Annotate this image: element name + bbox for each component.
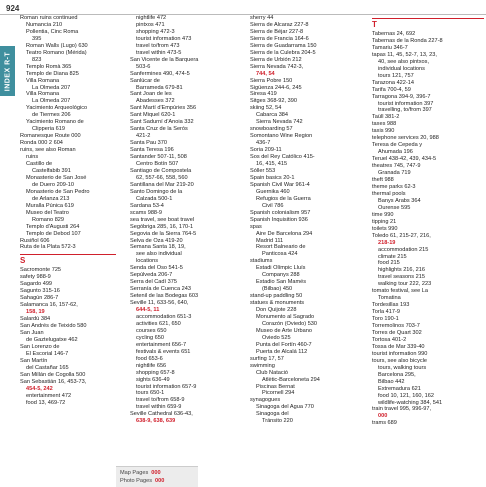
- index-subentry: Castelfabib 391: [32, 167, 71, 174]
- index-subentry: courses 650: [136, 327, 167, 334]
- index-subentry: Puerta de Alcalá 112: [256, 348, 308, 355]
- index-entry: Santander 507-11, 508: [130, 154, 187, 161]
- index-subentry: cycling 650: [136, 334, 164, 341]
- index-subentry: highlights 216, 216: [378, 267, 425, 274]
- index-subentry: travel to/from 473: [136, 42, 180, 49]
- index-entry: Taüll 381-2: [372, 114, 400, 121]
- index-entry: Sierra de Alcaraz 227-8: [250, 21, 309, 28]
- index-entry: San Martín: [20, 357, 48, 364]
- index-subentry: ruins: [26, 154, 39, 161]
- index-subentry: locations: [136, 258, 159, 265]
- index-subentry: tours 121, 757: [378, 72, 414, 79]
- index-entry: stadiums: [250, 258, 273, 265]
- index-entry: Sóller 553: [250, 167, 276, 174]
- index-entry: stand-up paddling 50: [250, 293, 303, 300]
- index-subentry: Abadesses 372: [136, 98, 175, 105]
- index-entry: Tarazona 422-14: [372, 79, 414, 86]
- index-subentry: Cabarca 384: [256, 112, 289, 119]
- index-column-4: [372, 15, 484, 427]
- index-subentry: Calzada 500-1: [136, 195, 173, 202]
- index-subentry: Tránsito 220: [262, 418, 293, 425]
- index-entry: Torla 417-9: [372, 309, 400, 316]
- index-subentry: Monumento al Sagrado: [256, 313, 315, 320]
- index-entry: San Millán de Cogolla 500: [20, 371, 86, 378]
- index-subentry: Atlètic-Barceloneta 294: [262, 376, 320, 383]
- index-subentry: Villa Romana: [26, 77, 60, 84]
- page-legend-box: [116, 466, 198, 487]
- index-entry: Sierra de la Culebra 204-5: [250, 49, 316, 56]
- index-entry: Sant Sadurní d'Anoia 332: [130, 119, 194, 126]
- index-subentry: travel seasons 215: [378, 274, 425, 281]
- index-subentry: Museo del Teatro: [26, 209, 69, 216]
- index-subentry: shopping 472-3: [136, 28, 175, 35]
- index-column-1: [20, 15, 116, 406]
- index-subentry: Templo de Debod 107: [26, 230, 81, 237]
- index-subentry: 158, 19: [26, 309, 45, 316]
- index-subentry: food 13, 469-72: [26, 399, 66, 406]
- index-entry: Siresa 419: [250, 91, 277, 98]
- index-subentry: tours 650-1: [136, 390, 165, 397]
- index-column-2: [130, 15, 235, 425]
- index-entry: Spanish Civil War 961-4: [250, 181, 310, 188]
- index-subentry: accommodation 215: [378, 246, 429, 253]
- index-entry: Senda del Oso 541-5: [130, 265, 183, 272]
- index-entry: taxes 988: [372, 121, 397, 128]
- index-subentry: travel within 659-9: [136, 404, 182, 411]
- index-entry: scams 988-9: [130, 209, 163, 216]
- index-subentry: El Escorial 146-7: [26, 350, 69, 357]
- index-side-tab-label-wrap: [0, 46, 15, 96]
- index-entry: Sant Joan de les: [130, 91, 172, 98]
- index-entry: Tossa de Mar 339-40: [372, 343, 425, 350]
- page-number: 924: [6, 4, 20, 13]
- index-entry: skiing 52, 54: [250, 105, 282, 112]
- index-subentry: 16, 415, 415: [256, 161, 288, 168]
- index-subentry: Clipperia 619: [32, 126, 65, 133]
- photo-pages-value: 000: [155, 478, 165, 484]
- index-subentry: Monasterio de San Pedro: [26, 188, 90, 195]
- index-entry: Spanish colonialism 957: [250, 209, 311, 216]
- index-entry: Sierra de Béjar 227-8: [250, 28, 304, 35]
- index-entry: Spanish Inquisition 936: [250, 216, 308, 223]
- index-subentry: Muralla Púnica 619: [26, 202, 74, 209]
- index-entry: theft 988: [372, 177, 394, 184]
- index-subentry: shopping 657-8: [136, 369, 175, 376]
- index-entry: theme parks 62-3: [372, 183, 416, 190]
- index-subentry: (Bilbao) 450: [262, 286, 293, 293]
- index-entry: Sos del Rey Católico 415-: [250, 154, 315, 161]
- index-subentry: Don Quijote 228: [256, 307, 297, 314]
- index-subentry: Roman Walls (Lugo) 630: [26, 42, 88, 49]
- index-subentry: Sinagoga del Agua 770: [256, 404, 314, 411]
- index-subentry: activities 621, 650: [136, 320, 181, 327]
- index-subentry: Resort Balneario de: [256, 244, 306, 251]
- index-subentry: 823: [32, 56, 42, 63]
- index-subentry: travelling, to/from 397: [378, 107, 432, 114]
- index-subentry: Barrameda 679-81: [136, 84, 183, 91]
- index-subentry: festivals & events 651: [136, 348, 191, 355]
- index-entry: Tabernas 24, 692: [372, 31, 416, 37]
- index-subentry: Yacimiento Romano de: [26, 119, 84, 126]
- index-subentry: del Castañar 165: [26, 364, 69, 371]
- index-entry: synagogues: [250, 397, 281, 404]
- index-entry: statues & monuments: [250, 300, 305, 307]
- index-subentry: Barcelona 295,: [378, 371, 416, 378]
- index-entry: time 990: [372, 211, 394, 218]
- index-entry: Torremolinos 703-7: [372, 323, 420, 330]
- index-subentry: 436-7: [256, 140, 271, 147]
- index-entry: Roman ruins continued: [20, 15, 78, 21]
- index-subentry: Club Natació: [256, 369, 289, 376]
- index-subentry: Sierra Nevada 742: [256, 119, 303, 126]
- index-entry: Seville 11, 633-56, 640,: [130, 300, 189, 307]
- index-subentry: Extremadura 621: [378, 385, 421, 392]
- index-subentry: La Olmeda 207: [32, 84, 71, 91]
- index-entry: Sierra de Urbión 212: [250, 56, 302, 63]
- index-subentry: Corazón (Oviedo) 530: [262, 320, 318, 327]
- index-entry: Romanesque Route 000: [20, 133, 81, 140]
- index-entry: tapas 11, 45, 52-7, 13, 23,: [372, 51, 437, 58]
- index-subentry: Templo Romà 365: [26, 63, 72, 70]
- index-subentry: 000: [378, 413, 388, 420]
- index-subentry: Ourense 595: [378, 204, 411, 211]
- index-entry: ruins, see also Roman: [20, 147, 76, 154]
- index-subentry: 421-2: [136, 133, 151, 140]
- index-entry: Salardú 384: [20, 316, 51, 323]
- index-subentry: accommodation 651-3: [136, 313, 192, 320]
- index-entry: San Sebastián 16, 453-73,: [20, 378, 87, 385]
- index-entry: Sant Martí d'Empúries 356: [130, 105, 197, 112]
- index-entry: Tarragona 394-9, 396-7: [372, 93, 431, 100]
- index-entry: Sanfermines 490, 474-5: [130, 70, 190, 77]
- index-subentry: Pollentia, Cinc Roma: [26, 28, 79, 35]
- index-entry: Tortosa 401-2: [372, 336, 407, 343]
- index-subentry: tourist information 473: [136, 35, 192, 42]
- index-entry: sea travel, see boat travel: [130, 216, 195, 223]
- index-entry: tomato festival, see La: [372, 288, 428, 295]
- index-subentry: Bilbao 442: [378, 378, 405, 385]
- index-entry: Santo Domingo de la: [130, 188, 183, 195]
- index-subentry: nightlife 472: [136, 15, 167, 21]
- letter-divider: [20, 254, 116, 255]
- index-subentry: food 653-6: [136, 355, 163, 362]
- index-entry: Salamanca 16, 157-62,: [20, 302, 78, 309]
- index-subentry: Yacimiento Arqueológico: [26, 105, 88, 112]
- index-subentry: Templo de Diana 825: [26, 70, 79, 77]
- index-subentry: de Gaztelugatxe 462: [26, 336, 78, 343]
- index-entry: telephone services 20, 988: [372, 135, 439, 142]
- map-pages-legend: [120, 470, 161, 476]
- index-entry: surfing 17, 57: [250, 355, 284, 362]
- index-entry: theatres 745, 747-9: [372, 163, 421, 170]
- index-subentry: Companys 288: [262, 272, 300, 279]
- index-subentry: travel within 473-5: [136, 49, 182, 56]
- index-subentry: Punta del Fortín 460-7: [256, 341, 312, 348]
- index-subentry: 395: [32, 35, 42, 42]
- index-subentry: Piscinas Bernat: [256, 383, 295, 390]
- index-entry: Torres de Quart 302: [372, 329, 422, 336]
- index-subentry: individual locations: [378, 65, 425, 72]
- index-entry: Toledo 61, 215-27, 216,: [372, 232, 431, 239]
- index-subentry: de Duero 209-10: [32, 181, 74, 188]
- index-entry: snowboarding 57: [250, 126, 293, 133]
- index-entry: Tarifa 700-4, 59: [372, 86, 411, 93]
- index-entry: Selva de Oza 419-20: [130, 237, 183, 244]
- index-subentry: Guernika 460: [256, 188, 290, 195]
- index-entry: Sanlúcar de: [130, 77, 160, 84]
- index-entry: train travel 995, 996-97,: [372, 406, 432, 413]
- index-subentry: Granada 719: [378, 170, 411, 177]
- index-subentry: entertainment 656-7: [136, 341, 187, 348]
- index-entry: Spain basics 20-1: [250, 174, 295, 181]
- index-subentry: nightlife 656: [136, 362, 167, 369]
- index-entry: safety 988-9: [20, 274, 51, 281]
- index-subentry: 638-9, 638, 639: [136, 418, 176, 425]
- index-subentry: tours, walking tours: [378, 364, 427, 371]
- index-subentry: de Arlanza 213: [32, 195, 70, 202]
- index-entry: Santa Cruz de la Serós: [130, 126, 188, 133]
- index-subentry: 644-5, 11: [136, 307, 160, 314]
- index-entry: Tabernas de la Ronda 227-8: [372, 37, 443, 44]
- index-entry: Setenil de las Bodegas 603: [130, 293, 199, 300]
- index-subentry: Castillo de: [26, 161, 53, 168]
- index-entry: Semana Santa 18, 19,: [130, 244, 186, 251]
- index-entry: taxis 990: [372, 128, 395, 135]
- index-subentry: food 10, 121, 160, 162: [378, 392, 434, 399]
- index-entry: Sierra de Francia 164-6: [250, 35, 309, 42]
- index-subentry: 40, see also pintxos,: [378, 58, 429, 65]
- index-column-3: [250, 15, 360, 425]
- index-subentry: climate 215: [378, 253, 407, 260]
- index-entry: trams 689: [372, 420, 397, 427]
- index-entry: Sardana 53-4: [130, 202, 164, 209]
- index-letter-heading: T: [372, 20, 377, 29]
- index-subentry: walking tour 222, 223: [378, 281, 432, 288]
- index-entry: toilets 990: [372, 225, 398, 232]
- index-entry: Sepúlveda 206-7: [130, 272, 173, 279]
- photo-pages-label: Photo Pages: [120, 478, 153, 484]
- index-subentry: de Tiermes 206: [32, 112, 71, 119]
- index-entry: Santiago de Compostela: [130, 167, 192, 174]
- index-subentry: 62, 557-66, 558, 560: [136, 174, 188, 181]
- index-entry: tipping 21: [372, 218, 397, 225]
- index-subentry: 744, 54: [256, 70, 275, 77]
- index-subentry: food 215: [378, 260, 400, 267]
- index-subentry: Numancia 210: [26, 21, 63, 28]
- index-subentry: Civil 786: [262, 202, 284, 209]
- index-subentry: Villa Romana: [26, 91, 60, 98]
- index-entry: Santa Teresa 196: [130, 147, 174, 154]
- index-subentry: 454-5, 242: [26, 385, 53, 392]
- letter-divider: [372, 18, 484, 19]
- index-subentry: Madrid 111: [256, 237, 284, 244]
- index-entry: Segovia de la Sierra 764-5: [130, 230, 197, 237]
- index-subentry: 218-19: [378, 239, 396, 246]
- index-entry: Ronda 000 2 604: [20, 140, 63, 147]
- index-entry: Tamariu 346-7: [372, 44, 408, 51]
- index-entry: San Juan: [20, 329, 44, 336]
- index-subentry: Romano 829: [32, 216, 65, 223]
- index-entry: tours, see also bicycle: [372, 357, 428, 364]
- index-entry: Sierra Pobre 150: [250, 77, 293, 84]
- index-subentry: Banys Àrabs 364: [378, 197, 421, 204]
- index-entry: Segóbriga 285, 16, 170-1: [130, 223, 194, 230]
- index-entry: Serranía de Cuenca 243: [130, 286, 191, 293]
- index-entry: Santa Pau 370: [130, 140, 168, 147]
- index-entry: Sahagún 286-7: [20, 295, 59, 302]
- index-entry: Toro 190-1: [372, 316, 399, 323]
- index-entry: Sigüenza 244-6, 245: [250, 84, 302, 91]
- index-entry: Teruel 438-42, 439, 434-5: [372, 156, 437, 163]
- index-subentry: wildlife-watching 384, 541: [378, 399, 443, 406]
- index-entry: Somontano Wine Region: [250, 133, 313, 140]
- index-entry: swimming: [250, 362, 275, 369]
- index-subentry: Museo de Arte Urbano: [256, 327, 312, 334]
- index-entry: Teresa de Cepeda y: [372, 142, 423, 149]
- index-letter-heading: S: [20, 256, 26, 266]
- index-subentry: Aire De Barcelona 294: [256, 230, 313, 237]
- index-subentry: La Olmeda 207: [32, 98, 71, 105]
- index-subentry: Monasterio de San José: [26, 174, 87, 181]
- index-entry: thermal pools: [372, 190, 406, 197]
- index-subentry: Picornell 294: [262, 390, 295, 397]
- index-entry: San Vicente de la Barquera: [130, 56, 199, 63]
- index-entry: Seville Cathedral 636-43,: [130, 411, 193, 418]
- map-pages-value: 000: [151, 470, 161, 476]
- index-entry: Ruta de la Plata 572-3: [20, 244, 76, 251]
- index-subentry: Templo d'Augusti 264: [26, 223, 80, 230]
- photo-pages-legend: [120, 478, 164, 484]
- index-subentry: pintxos 471: [136, 21, 165, 28]
- index-subentry: tourist information 657-9: [136, 383, 197, 390]
- index-entry: Sacromonte 725: [20, 267, 62, 274]
- index-subentry: 503-6: [136, 63, 151, 70]
- index-subentry: Oviedo 525: [262, 334, 291, 341]
- index-entry: Sagunto 315-16: [20, 288, 60, 295]
- index-entry: Rusiñol 606: [20, 237, 50, 244]
- index-subentry: Centro Botín 507: [136, 161, 179, 168]
- index-subentry: entertainment 472: [26, 392, 72, 399]
- index-entry: Tordesillas 193: [372, 302, 410, 309]
- index-entry: Sierra de Guadarrama 150: [250, 42, 317, 49]
- map-pages-label: Map Pages: [120, 470, 149, 476]
- index-entry: spas: [250, 223, 262, 230]
- index-entry: tourist information 990: [372, 350, 428, 357]
- index-subentry: Refugios de la Guerra: [256, 195, 311, 202]
- index-subentry: sights 636-49: [136, 376, 170, 383]
- index-subentry: Estadio San Mamés: [256, 279, 307, 286]
- index-entry: sherry 44: [250, 15, 274, 21]
- index-subentry: see also individual: [136, 251, 182, 258]
- index-subentry: Panticosa 424: [262, 251, 298, 258]
- index-subentry: Estadi Olímpic Lluís: [256, 265, 306, 272]
- index-subentry: tourist information 397: [378, 100, 434, 107]
- index-entry: Serra del Cadí 375: [130, 279, 177, 286]
- index-side-tab-label: INDEX R-T: [4, 51, 11, 91]
- index-entry: Soria 209-11: [250, 147, 282, 154]
- index-entry: Sitges 368-92, 390: [250, 98, 297, 105]
- index-subentry: Teatro Romano (Mérida): [26, 49, 87, 56]
- index-entry: San Andrés de Teixido 580: [20, 323, 87, 330]
- index-subentry: Sinagoga del: [256, 411, 289, 418]
- index-entry: San Lorenzo de: [20, 343, 60, 350]
- index-entry: Santillana del Mar 219-20: [130, 181, 194, 188]
- index-entry: Sant Miquel 620-1: [130, 112, 176, 119]
- index-subentry: Ahumada 196: [378, 149, 413, 156]
- index-subentry: Tomatina: [378, 295, 401, 302]
- index-entry: Sierra Nevada 742-3,: [250, 63, 304, 70]
- index-subentry: travel to/from 658-9: [136, 397, 185, 404]
- index-entry: Sagardo 499: [20, 281, 53, 288]
